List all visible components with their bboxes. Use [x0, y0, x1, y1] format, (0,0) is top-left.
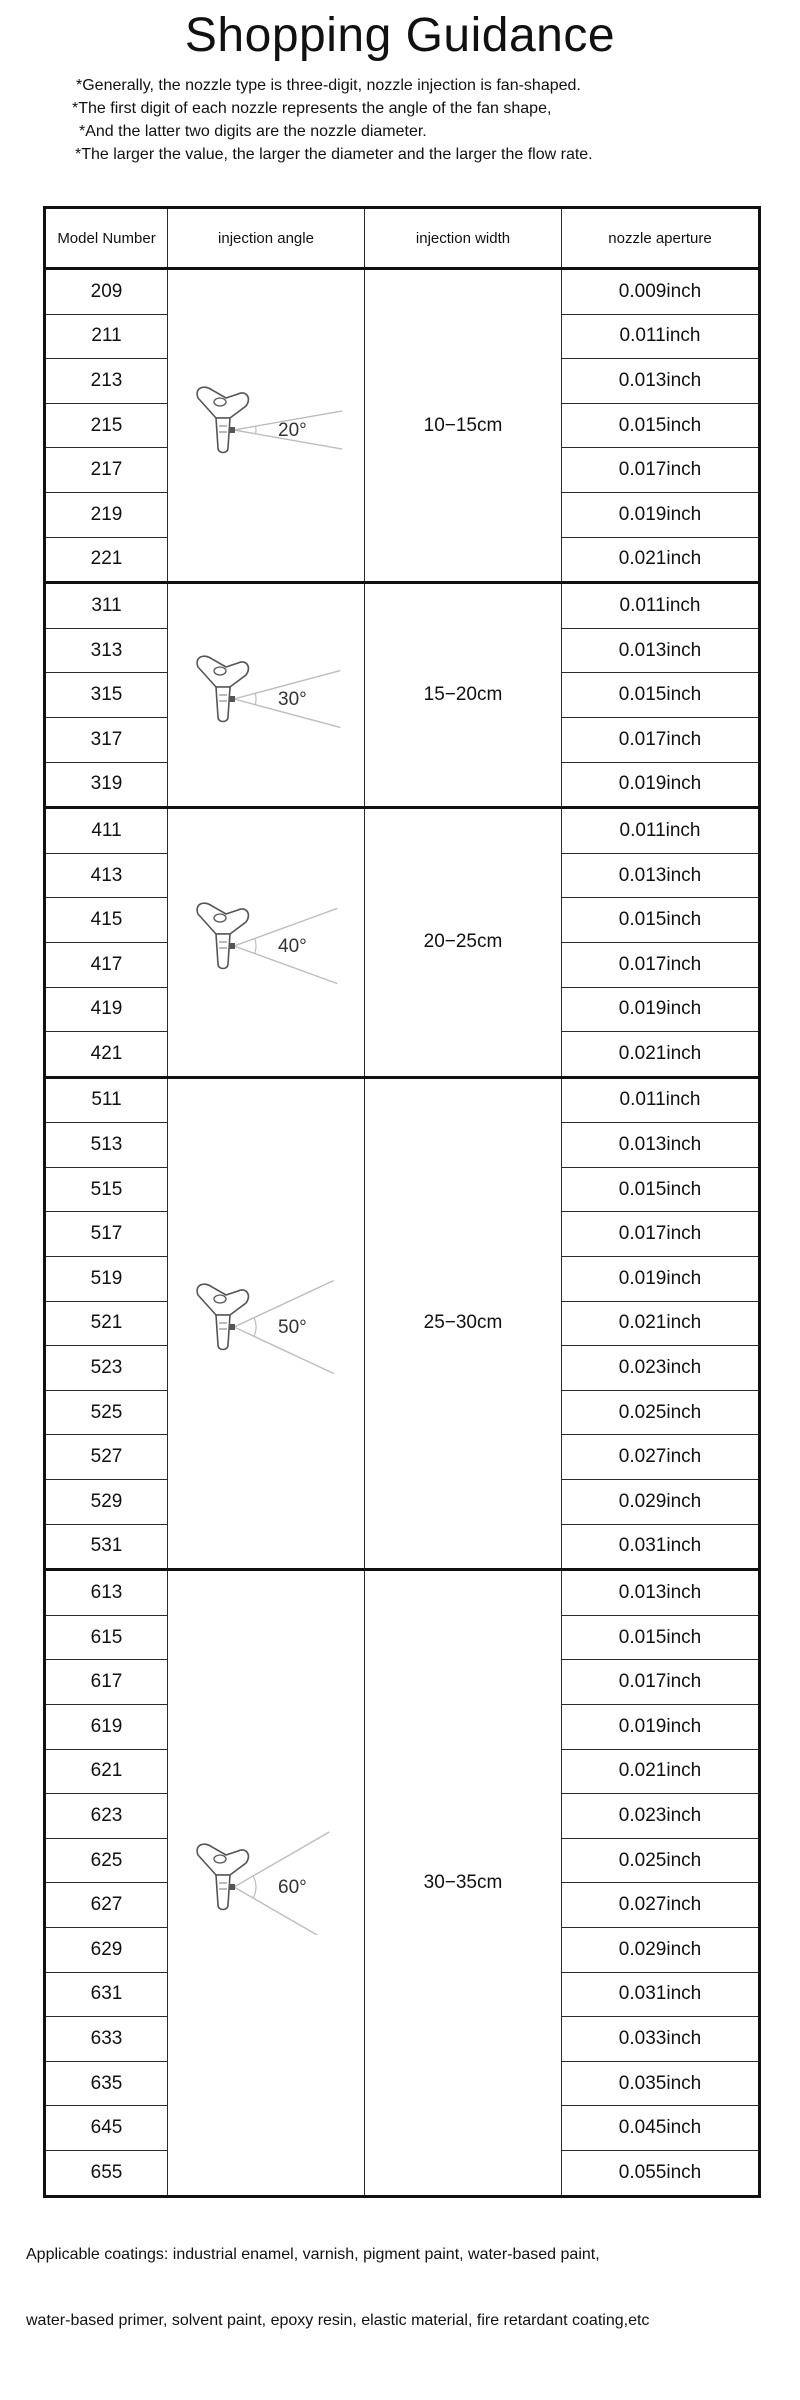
guidance-notes [72, 74, 772, 166]
nozzle-aperture-cell: 0.009inch [562, 269, 760, 315]
model-number-cell: 619 [45, 1705, 168, 1750]
nozzle-aperture-cell: 0.015inch [562, 403, 760, 448]
injection-width-cell: 20−25cm [365, 808, 562, 1078]
nozzle-orifice [229, 943, 235, 949]
tip-body [216, 418, 230, 453]
nozzle-aperture-cell: 0.021inch [562, 537, 760, 583]
nozzle-orifice [229, 1324, 235, 1330]
injection-width-cell: 30−35cm [365, 1570, 562, 2196]
nozzle-aperture-cell: 0.017inch [562, 942, 760, 987]
column-header-model: Model Number [45, 208, 168, 269]
nozzle-group [45, 583, 760, 808]
tip-body [216, 934, 230, 969]
model-number-cell: 615 [45, 1615, 168, 1660]
nozzle-aperture-cell: 0.029inch [562, 1480, 760, 1525]
column-header-angle: injection angle [168, 208, 365, 269]
model-number-cell: 633 [45, 2017, 168, 2062]
note-line: *The first digit of each nozzle represents the angle of the fan shape, [72, 100, 552, 117]
tip-body [216, 1315, 230, 1350]
model-number-cell: 613 [45, 1570, 168, 1616]
nozzle-aperture-cell: 0.017inch [562, 717, 760, 762]
nozzle-aperture-cell: 0.013inch [562, 1570, 760, 1616]
nozzle-aperture-cell: 0.013inch [562, 628, 760, 673]
model-number-cell: 213 [45, 359, 168, 404]
model-number-cell: 621 [45, 1749, 168, 1794]
model-number-cell: 525 [45, 1390, 168, 1435]
nozzle-aperture-cell: 0.021inch [562, 1749, 760, 1794]
model-number-cell: 421 [45, 1032, 168, 1078]
nozzle-aperture-cell: 0.017inch [562, 1212, 760, 1257]
nozzle-aperture-cell: 0.017inch [562, 448, 760, 493]
tip-guard [197, 1285, 248, 1316]
nozzle-aperture-cell: 0.011inch [562, 808, 760, 854]
nozzle-table-container [43, 206, 758, 2218]
nozzle-aperture-cell: 0.055inch [562, 2150, 760, 2196]
model-number-cell: 531 [45, 1524, 168, 1570]
injection-angle-cell [168, 1077, 365, 1570]
nozzle-group [45, 808, 760, 1078]
model-number-cell: 523 [45, 1346, 168, 1391]
angle-value: 40° [278, 936, 307, 958]
injection-angle-cell [168, 269, 365, 583]
page-title: Shopping Guidance [184, 9, 616, 62]
nozzle-aperture-cell: 0.017inch [562, 1660, 760, 1705]
model-number-cell: 417 [45, 942, 168, 987]
injection-angle-cell [168, 583, 365, 808]
nozzle-aperture-cell: 0.021inch [562, 1032, 760, 1078]
nozzle-group [45, 1570, 760, 2196]
model-number-cell: 521 [45, 1301, 168, 1346]
nozzle-orifice [229, 1884, 235, 1890]
nozzle-aperture-cell: 0.019inch [562, 1257, 760, 1302]
model-number-cell: 617 [45, 1660, 168, 1705]
model-number-cell: 415 [45, 898, 168, 943]
nozzle-aperture-cell: 0.035inch [562, 2061, 760, 2106]
applicable-coatings-line-1: Applicable coatings: industrial enamel, varnish, pigment paint, water-based paint, [26, 2246, 600, 2263]
nozzle-aperture-cell: 0.031inch [562, 1972, 760, 2017]
injection-angle-cell [168, 808, 365, 1078]
model-number-cell: 413 [45, 853, 168, 898]
injection-width-cell: 25−30cm [365, 1077, 562, 1570]
nozzle-aperture-cell: 0.015inch [562, 1615, 760, 1660]
model-number-cell: 529 [45, 1480, 168, 1525]
table-header-row [45, 208, 760, 269]
applicable-coatings-line-2: water-based primer, solvent paint, epoxy resin, elastic material, fire retardant coating,etc [26, 2312, 650, 2329]
injection-angle-cell [168, 1570, 365, 2196]
nozzle-aperture-cell: 0.025inch [562, 1390, 760, 1435]
table-row [45, 583, 760, 629]
model-number-cell: 511 [45, 1077, 168, 1123]
angle-arc [253, 1876, 256, 1898]
nozzle-aperture-cell: 0.021inch [562, 1301, 760, 1346]
model-number-cell: 631 [45, 1972, 168, 2017]
model-number-cell: 645 [45, 2106, 168, 2151]
nozzle-aperture-cell: 0.011inch [562, 314, 760, 359]
nozzle-aperture-cell: 0.019inch [562, 1705, 760, 1750]
model-number-cell: 311 [45, 583, 168, 629]
model-number-cell: 519 [45, 1257, 168, 1302]
nozzle-aperture-cell: 0.019inch [562, 492, 760, 537]
nozzle-aperture-cell: 0.013inch [562, 1123, 760, 1168]
model-number-cell: 411 [45, 808, 168, 854]
angle-arc [254, 1318, 256, 1337]
table-row [45, 1570, 760, 1616]
injection-width-cell: 15−20cm [365, 583, 562, 808]
nozzle-aperture-cell: 0.027inch [562, 1883, 760, 1928]
spray-gun-tip-icon [186, 637, 346, 747]
model-number-cell: 319 [45, 762, 168, 808]
nozzle-aperture-cell: 0.013inch [562, 853, 760, 898]
nozzle-aperture-cell: 0.029inch [562, 1927, 760, 1972]
table-row [45, 269, 760, 315]
model-number-cell: 517 [45, 1212, 168, 1257]
nozzle-aperture-cell: 0.025inch [562, 1838, 760, 1883]
spray-gun-tip-icon [186, 884, 346, 994]
spray-gun-tip-icon [186, 1825, 346, 1935]
model-number-cell: 313 [45, 628, 168, 673]
model-number-cell: 513 [45, 1123, 168, 1168]
nozzle-aperture-cell: 0.033inch [562, 2017, 760, 2062]
nozzle-orifice [229, 696, 235, 702]
nozzle-aperture-cell: 0.027inch [562, 1435, 760, 1480]
nozzle-aperture-cell: 0.011inch [562, 583, 760, 629]
nozzle-table [43, 206, 761, 2198]
model-number-cell: 625 [45, 1838, 168, 1883]
nozzle-aperture-cell: 0.015inch [562, 898, 760, 943]
angle-value: 50° [278, 1317, 307, 1339]
table-row [45, 1077, 760, 1123]
model-number-cell: 627 [45, 1883, 168, 1928]
model-number-cell: 419 [45, 987, 168, 1032]
model-number-cell: 629 [45, 1927, 168, 1972]
nozzle-aperture-cell: 0.045inch [562, 2106, 760, 2151]
spray-gun-tip-icon [186, 368, 346, 478]
nozzle-aperture-cell: 0.011inch [562, 1077, 760, 1123]
injection-width-cell: 10−15cm [365, 269, 562, 583]
model-number-cell: 635 [45, 2061, 168, 2106]
angle-value: 60° [278, 1876, 307, 1898]
note-line: *The larger the value, the larger the diameter and the larger the flow rate. [75, 146, 593, 163]
model-number-cell: 211 [45, 314, 168, 359]
tip-guard [197, 656, 248, 687]
nozzle-aperture-cell: 0.031inch [562, 1524, 760, 1570]
model-number-cell: 317 [45, 717, 168, 762]
model-number-cell: 655 [45, 2150, 168, 2196]
nozzle-aperture-cell: 0.013inch [562, 359, 760, 404]
model-number-cell: 315 [45, 673, 168, 718]
angle-value: 30° [278, 689, 307, 711]
model-number-cell: 219 [45, 492, 168, 537]
nozzle-aperture-cell: 0.019inch [562, 987, 760, 1032]
tip-guard [197, 387, 248, 418]
model-number-cell: 221 [45, 537, 168, 583]
note-line: *Generally, the nozzle type is three-digit, nozzle injection is fan-shaped. [76, 77, 581, 94]
tip-guard [197, 1844, 248, 1875]
column-header-aperture: nozzle aperture [562, 208, 760, 269]
angle-value: 20° [278, 419, 307, 441]
note-line: *And the latter two digits are the nozzle diameter. [79, 123, 427, 140]
table-row [45, 808, 760, 854]
model-number-cell: 209 [45, 269, 168, 315]
model-number-cell: 623 [45, 1794, 168, 1839]
nozzle-orifice [229, 427, 235, 433]
angle-arc [255, 693, 256, 704]
nozzle-group [45, 269, 760, 583]
model-number-cell: 515 [45, 1167, 168, 1212]
model-number-cell: 215 [45, 403, 168, 448]
nozzle-aperture-cell: 0.015inch [562, 1167, 760, 1212]
tip-body [216, 687, 230, 722]
tip-guard [197, 904, 248, 935]
tip-body [216, 1875, 230, 1910]
nozzle-aperture-cell: 0.023inch [562, 1346, 760, 1391]
column-header-width: injection width [365, 208, 562, 269]
angle-arc [255, 939, 256, 954]
model-number-cell: 217 [45, 448, 168, 493]
spray-gun-tip-icon [186, 1265, 346, 1375]
nozzle-aperture-cell: 0.015inch [562, 673, 760, 718]
nozzle-aperture-cell: 0.019inch [562, 762, 760, 808]
model-number-cell: 527 [45, 1435, 168, 1480]
nozzle-aperture-cell: 0.023inch [562, 1794, 760, 1839]
nozzle-group [45, 1077, 760, 1570]
